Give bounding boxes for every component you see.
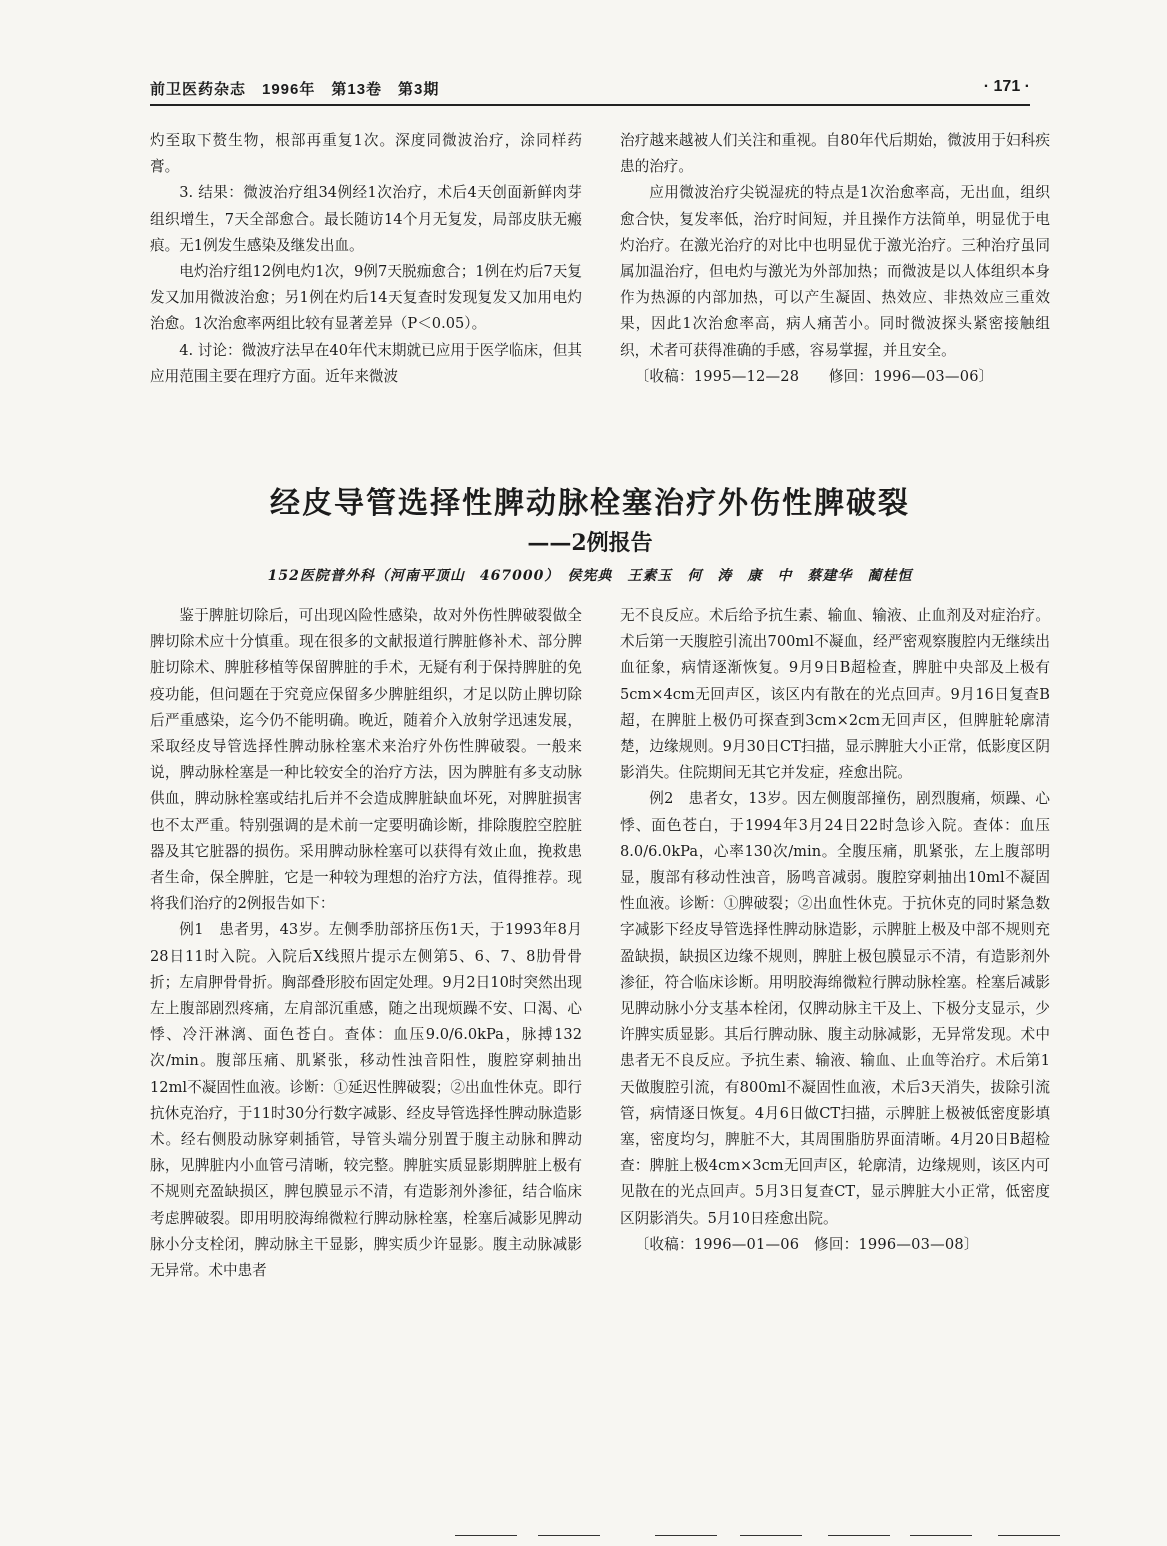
top-right-column — [620, 128, 1050, 390]
footer-rule — [740, 1535, 802, 1536]
article-authors: 152医院普外科（河南平顶山 467000） 侯宪典 王素玉 何 涛 康 中 蔡建华 蔺桂恒 — [267, 568, 913, 584]
footer-rule — [828, 1535, 890, 1536]
paragraph: 电灼治疗组12例电灼1次，9例7天脱痂愈合；1例在灼后7天复发又加用微波治愈；另1例在灼后14天复查时发现复发又加用电灼治愈。1次治愈率两组比较有显著差异（P＜0.05）。 — [150, 263, 582, 333]
paragraph: 例1 患者男，43岁。左侧季肋部挤压伤1天，于1993年8月28日11时入院。入院后X线照片提示左侧第5、6、7、8肋骨骨折；左肩胛骨骨折。胸部叠形胶布固定处理。9月2日10时突然出现左上腹部剧烈疼痛，左肩部沉重感，随之出现烦躁不安、口渴、心悸、冷汗淋漓、面色苍白。查体：血压9.0/6.0kPa，脉搏132次/min。腹部压痛、肌紧张，移动性浊音阳性，腹腔穿刺抽出12ml不凝固性血液。诊断：①延迟性脾破裂；②出血性休克。即行抗休克治疗，于11时30分行数字减影、经皮导管选择性脾动脉造影术。经右侧股动脉穿刺插管，导管头端分别置于腹主动脉和脾动脉，见脾脏内小血管弓清晰，较完整。脾脏实质显影期脾脏上极有不规则充盈缺损区，脾包膜显示不清，有造影剂外渗征，结合临床考虑脾破裂。即用明胶海绵微粒行脾动脉栓塞，栓塞后减影见脾动脉小分支栓闭，脾动脉主干显影，脾实质少许显影。腹主动脉减影无异常。术中患者 — [150, 921, 582, 1280]
footer-rule — [655, 1535, 717, 1536]
footer-rule — [455, 1535, 517, 1536]
paragraph: 4. 讨论：微波疗法早在40年代末期就已应用于医学临床，但其应用范围主要在理疗方面。近年来微波 — [150, 341, 582, 385]
article-title: 经皮导管选择性脾动脉栓塞治疗外伤性脾破裂 — [270, 486, 910, 521]
header-rule — [150, 104, 1030, 106]
paragraph: 无不良反应。术后给予抗生素、输血、输液、止血剂及对症治疗。术后第一天腹腔引流出700ml不凝血，经严密观察腹腔内无继续出血征象，病情逐渐恢复。9月9日B超检查，脾脏中央部及上极有5cm×4cm无回声区，该区内有散在的光点回声。9月16日复查B超，在脾脏上极仍可探查到3cm×2cm无回声区，但脾脏轮廓清楚，边缘规则。9月30日CT扫描，显示脾脏大小正常，低影度区阴影消失。住院期间无其它并发症，痊愈出院。 — [620, 607, 1050, 782]
footer-rule — [998, 1535, 1060, 1536]
page-number: · 171 · — [983, 78, 1030, 95]
footer-rule — [538, 1535, 600, 1536]
article-right-column — [620, 603, 1050, 1258]
received-date: 〔收稿：1995—12—28 修回：1996—03—06〕 — [634, 367, 994, 385]
top-left-column — [150, 128, 582, 390]
article-left-column — [150, 603, 582, 1284]
paragraph: 灼至取下赘生物，根部再重复1次。深度同微波治疗，涂同样药膏。 — [150, 132, 582, 176]
footer-rule — [910, 1535, 972, 1536]
paragraph: 鉴于脾脏切除后，可出现凶险性感染，故对外伤性脾破裂做全脾切除术应十分慎重。现在很多的文献报道行脾脏修补术、部分脾脏切除术、脾脏移植等保留脾脏的手术，无疑有利于保持脾脏的免疫功能，但问题在于究竟应保留多少脾脏组织，才足以防止脾切除后严重感染，迄今仍不能明确。晚近，随着介入放射学迅速发展，采取经皮导管选择性脾动脉栓塞术来治疗外伤性脾破裂。一般来说，脾动脉栓塞是一种比较安全的治疗方法，因为脾脏有多支动脉供血，脾动脉栓塞或结扎后并不会造成脾脏缺血坏死，对脾脏损害也不太严重。特别强调的是术前一定要明确诊断，排除腹腔空腔脏器及其它脏器的损伤。采用脾动脉栓塞可以获得有效止血，挽救患者生命，保全脾脏，它是一种较为理想的治疗方法，值得推荐。现将我们治疗的2例报告如下： — [150, 607, 582, 913]
journal-name: 前卫医药杂志 1996年 第13卷 第3期 — [150, 81, 440, 98]
paragraph: 3. 结果：微波治疗组34例经1次治疗，术后4天创面新鲜肉芽组织增生，7天全部愈合。最长随访14个月无复发，局部皮肤无瘢痕。无1例发生感染及继发出血。 — [150, 184, 582, 254]
paragraph: 应用微波治疗尖锐湿疣的特点是1次治愈率高，无出血，组织愈合快，复发率低，治疗时间短，并且操作方法简单，明显优于电灼治疗。在激光治疗的对比中也明显优于激光治疗。三种治疗虽同属加温治疗，但电灼与激光为外部加热；而微波是以人体组织本身作为热源的内部加热，可以产生凝固、热效应、非热效应三重效果，因此1次治愈率高，病人痛苦小。同时微波探头紧密接触组织，术者可获得准确的手感，容易掌握，并且安全。 — [620, 184, 1050, 359]
article-subtitle: ——2例报告 — [527, 530, 653, 556]
paragraph: 治疗越来越被人们关注和重视。自80年代后期始，微波用于妇科疾患的治疗。 — [620, 132, 1050, 176]
running-header — [150, 78, 1030, 104]
paragraph: 例2 患者女，13岁。因左侧腹部撞伤，剧烈腹痛，烦躁、心悸、面色苍白，于1994年3月24日22时急诊入院。查体：血压8.0/6.0kPa，心率130次/min。全腹压痛，肌紧张，左上腹部明显，腹部有移动性浊音，肠鸣音减弱。腹腔穿刺抽出10ml不凝固性血液。诊断：①脾破裂；②出血性休克。于抗休克的同时紧急数字减影下经皮导管选择性脾动脉造影，示脾脏上极及中部不规则充盈缺损，缺损区边缘不规则，脾脏上极包膜显示不清，有造影剂外渗征，符合临床诊断。用明胶海绵微粒行脾动脉栓塞。栓塞后减影见脾动脉小分支基本栓闭，仅脾动脉主干及上、下极分支显示，少许脾实质显影。其后行脾动脉、腹主动脉减影，无异常发现。术中患者无不良反应。予抗生素、输液、输血、止血等治疗。术后第1天做腹腔引流，有800ml不凝固性血液，术后3天消失，拔除引流管，病情逐日恢复。4月6日做CT扫描，示脾脏上极被低密度影填塞，密度均匀，脾脏不大，其周围脂肪界面清晰。4月20日B超检查：脾脏上极4cm×3cm无回声区，轮廓清，边缘规则，该区内可见散在的光点回声。5月3日复查CT，显示脾脏大小正常，低密度区阴影消失。5月10日痊愈出院。 — [620, 790, 1050, 1227]
received-date: 〔收稿：1996—01—06 修回：1996—03—08〕 — [634, 1235, 979, 1253]
